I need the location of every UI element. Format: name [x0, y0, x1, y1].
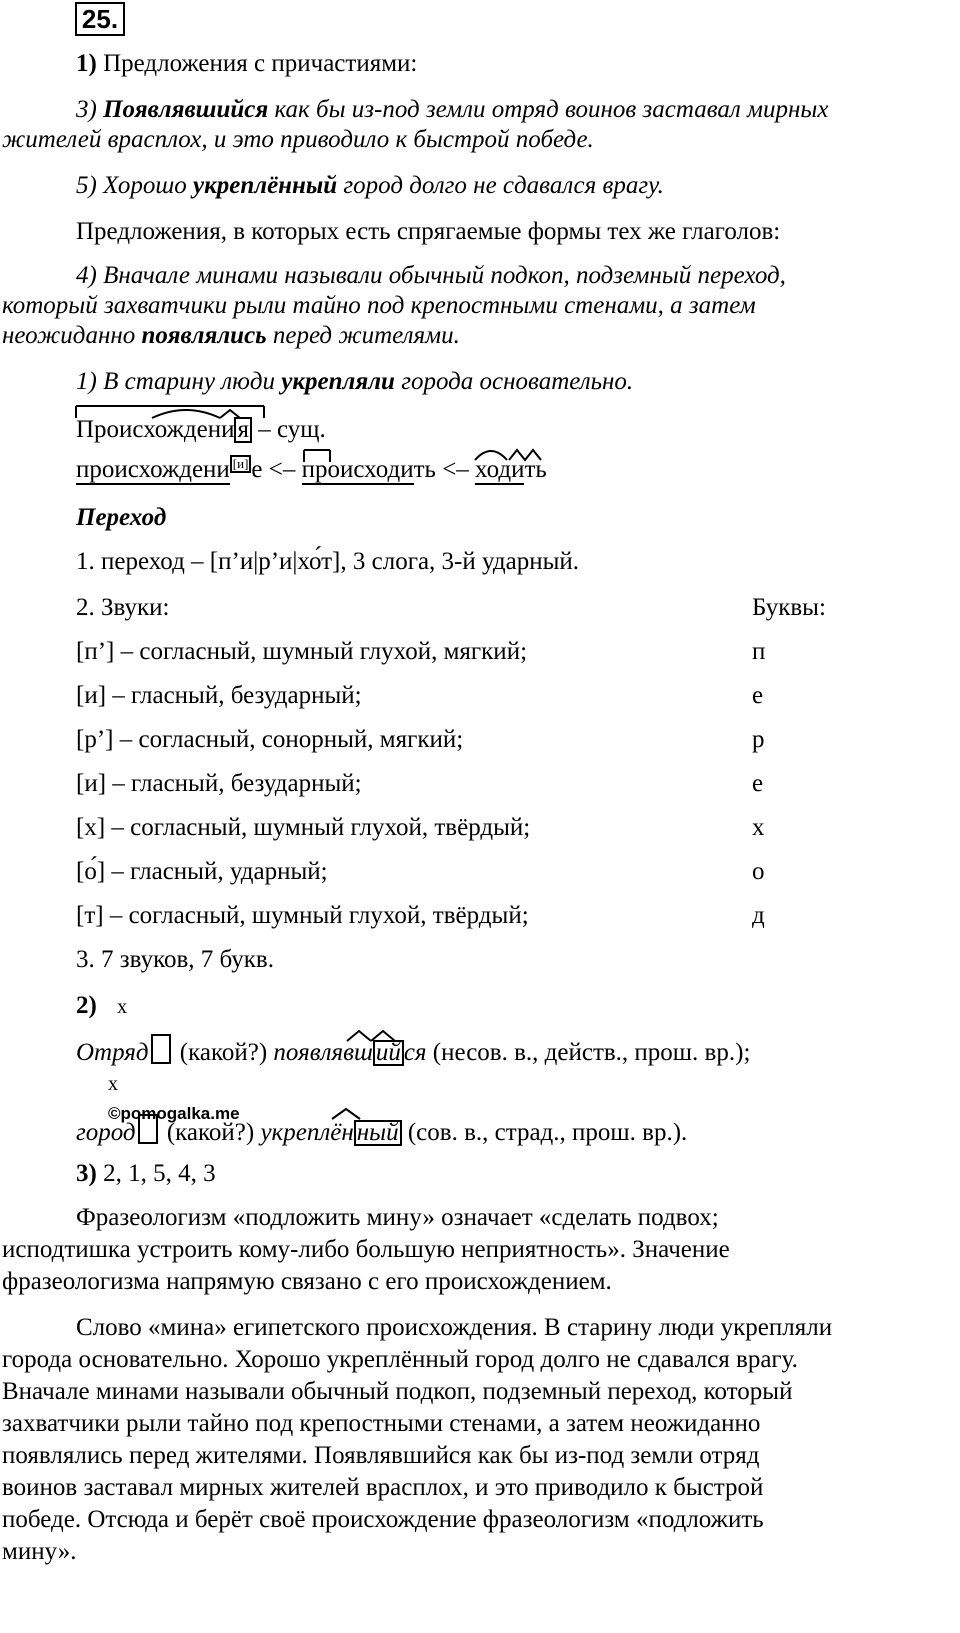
- phon-row-sound: [и] – гласный, безударный;: [76, 682, 362, 709]
- sentence-5-participle: укреплённый: [192, 172, 338, 199]
- text-p2-l6: воинов заставал мирных жителей врасплох, и это приводило к быстрой: [2, 1474, 764, 1501]
- part2-participle2-pre: укреплён: [260, 1119, 354, 1146]
- text-p2-l1: Слово «мина» египетского происхождения. В старину люди укрепляли: [76, 1314, 833, 1341]
- part1-heading2: Предложения, в которых есть спрягаемые формы тех же глаголов:: [76, 218, 781, 245]
- morph-chain-line: [76, 454, 547, 486]
- null-ending-box: [151, 1034, 171, 1064]
- part1-heading-line: [76, 48, 417, 80]
- text-p2-l8: мину».: [2, 1538, 77, 1565]
- sentence-5-post: город долго не сдавался врагу.: [343, 172, 664, 199]
- sentence-1-line: [76, 366, 633, 398]
- part2-line1: [76, 1034, 750, 1069]
- chain-word3-post: ди: [498, 456, 525, 483]
- part2-info2: (сов. в., страд., прош. вр.).: [407, 1119, 688, 1146]
- text-p2-l5: появлялись перед жителями. Появлявшийся как бы из-под земли отряд: [2, 1442, 760, 1469]
- morph-stem: Происхождени: [76, 416, 235, 443]
- sentence-3-line1: [76, 94, 828, 126]
- text-p1-l1: Фразеологизм «подложить мину» означает «сделать подвох;: [76, 1204, 719, 1231]
- chain-word3-end: ть: [524, 456, 547, 483]
- chain-word2: [302, 454, 436, 486]
- part2-participle2: [260, 1117, 401, 1149]
- part1-label: 1): [76, 50, 97, 77]
- part3-line: [76, 1158, 216, 1190]
- text-p1-l2: исподтишка устроить кому-либо большую неприятность». Значение: [2, 1236, 730, 1263]
- text-p2-l7: победе. Отсюда и берёт своё происхождение фразеологизм «подложить: [2, 1506, 764, 1533]
- morph-word: [76, 414, 252, 446]
- phon-title: Переход: [76, 504, 167, 531]
- watermark: ©pomogalka.me: [108, 1104, 240, 1123]
- sentence-5-pre: 5) Хорошо: [76, 172, 187, 199]
- phon-letters-head: Буквы:: [752, 594, 826, 621]
- sentence-4-line1: 4) Вначале минами называли обычный подкоп, подземный переход,: [76, 262, 786, 289]
- sentence-1-pre: 1) В старину люди: [76, 368, 275, 395]
- part3-label: 3): [76, 1160, 97, 1187]
- chain-word3-marks-icon: [473, 444, 563, 464]
- phon-row-sound: [х] – согласный, шумный глухой, твёрдый;: [76, 814, 531, 841]
- suffix-marks-icon: [345, 1027, 415, 1047]
- morph-pos: – сущ.: [258, 416, 326, 443]
- sentence-4-verb: появлялись: [141, 322, 267, 349]
- chain-sup: [и]: [230, 455, 252, 473]
- text-p2-l4: захватчики рыли тайно под крепостными стенами, а затем неожиданно: [2, 1410, 761, 1437]
- morph-marks-icon: [74, 404, 274, 448]
- phon-sounds-head: 2. Звуки:: [76, 594, 170, 621]
- part2-label: 2): [76, 992, 97, 1019]
- sentence-3-rest1: как бы из-под земли отряд воинов заставал мирных: [274, 96, 829, 123]
- chain-word1: происхождени: [76, 456, 230, 483]
- phon-row-sound: [и] – гласный, безударный;: [76, 770, 362, 797]
- task-number: 25.: [75, 2, 125, 36]
- chain-word3-pre: хо: [475, 456, 499, 483]
- chain-word2-pre: происхо: [301, 456, 388, 483]
- phon-row-letter: е: [752, 682, 764, 709]
- text-p2-l2: города основательно. Хорошо укреплённый город долго не сдавался врагу.: [2, 1346, 798, 1373]
- phon-row-sound: [п’] – согласный, шумный глухой, мягкий;: [76, 638, 528, 665]
- sentence-4-line2: который захватчики рыли тайно под крепостными стенами, а затем: [2, 292, 756, 319]
- phon-row-letter: е: [752, 770, 764, 797]
- phon-total: 3. 7 звуков, 7 букв.: [76, 946, 274, 973]
- phon-row-letter: п: [752, 638, 766, 665]
- part2-participle1: [273, 1037, 426, 1069]
- sentence-4-pre: неожиданно: [2, 322, 136, 349]
- morph-ending: я: [234, 417, 252, 443]
- text-p2-l3: Вначале минами называли обычный подкоп, подземный переход, который: [2, 1378, 793, 1405]
- null-ending-box: [138, 1114, 158, 1144]
- phon-row-sound: [о́] – гласный, ударный;: [76, 858, 328, 885]
- part2-participle2-suffix: ный: [354, 1120, 402, 1146]
- suffix-mark-icon: [330, 1105, 380, 1125]
- sentence-1-post: города основательно.: [401, 368, 634, 395]
- sentence-4-post: перед жителями.: [272, 322, 460, 349]
- phon-row-sound: [р’] – согласный, сонорный, мягкий;: [76, 726, 464, 753]
- part2-question2: (какой?): [166, 1119, 255, 1146]
- part2-noun2: город: [76, 1119, 136, 1146]
- phon-line1: 1. переход – [п’и|р’и|хо́т], 3 слога, 3-й ударный.: [76, 548, 580, 575]
- part2-line2: [76, 1114, 687, 1149]
- sentence-5-line: [76, 170, 664, 202]
- text-p1-l3: фразеологизма напрямую связано с его происхождением.: [2, 1268, 612, 1295]
- part3-order: 2, 1, 5, 4, 3: [103, 1160, 216, 1187]
- sentence-1-verb: укрепляли: [281, 368, 395, 395]
- chain-word2-marks-icon: [302, 448, 432, 464]
- chain-word2-post: ди: [387, 456, 414, 483]
- part2-info1: (несов. в., действ., прош. вр.);: [432, 1039, 751, 1066]
- phon-row-sound: [т] – согласный, шумный глухой, твёрдый;: [76, 902, 529, 929]
- sentence-3-participle: Появлявшийся: [103, 96, 269, 123]
- part2-x-mark: x: [117, 996, 128, 1018]
- part2-participle1-end: ся: [403, 1039, 427, 1066]
- phon-row-letter: х: [752, 814, 765, 841]
- part2-noun1: Отряд: [76, 1039, 149, 1066]
- part2-participle1-suffix: ий: [373, 1040, 404, 1066]
- phon-row-letter: о: [752, 858, 765, 885]
- part2-label-line: [76, 990, 127, 1023]
- sentence-3-line2: жителей врасплох, и это приводило к быстрой победе.: [2, 126, 594, 153]
- chain-word2-end: ть: [413, 456, 436, 483]
- phon-row-letter: р: [752, 726, 765, 753]
- morph-word-line: [76, 414, 326, 446]
- chain-end1: е: [251, 456, 263, 483]
- chain-arrow1: <–: [268, 456, 296, 483]
- phon-row-letter: д: [752, 902, 765, 929]
- part2-question1: (какой?): [179, 1039, 268, 1066]
- chain-word3: [475, 454, 547, 486]
- part2-x-mark2: x: [108, 1073, 118, 1095]
- sentence-4-line3: [2, 320, 460, 352]
- part2-participle1-pre: появлявш: [273, 1039, 373, 1066]
- chain-arrow2: <–: [442, 456, 469, 483]
- sentence-3-num: 3): [76, 96, 97, 123]
- part1-heading: Предложения с причастиями:: [103, 50, 418, 77]
